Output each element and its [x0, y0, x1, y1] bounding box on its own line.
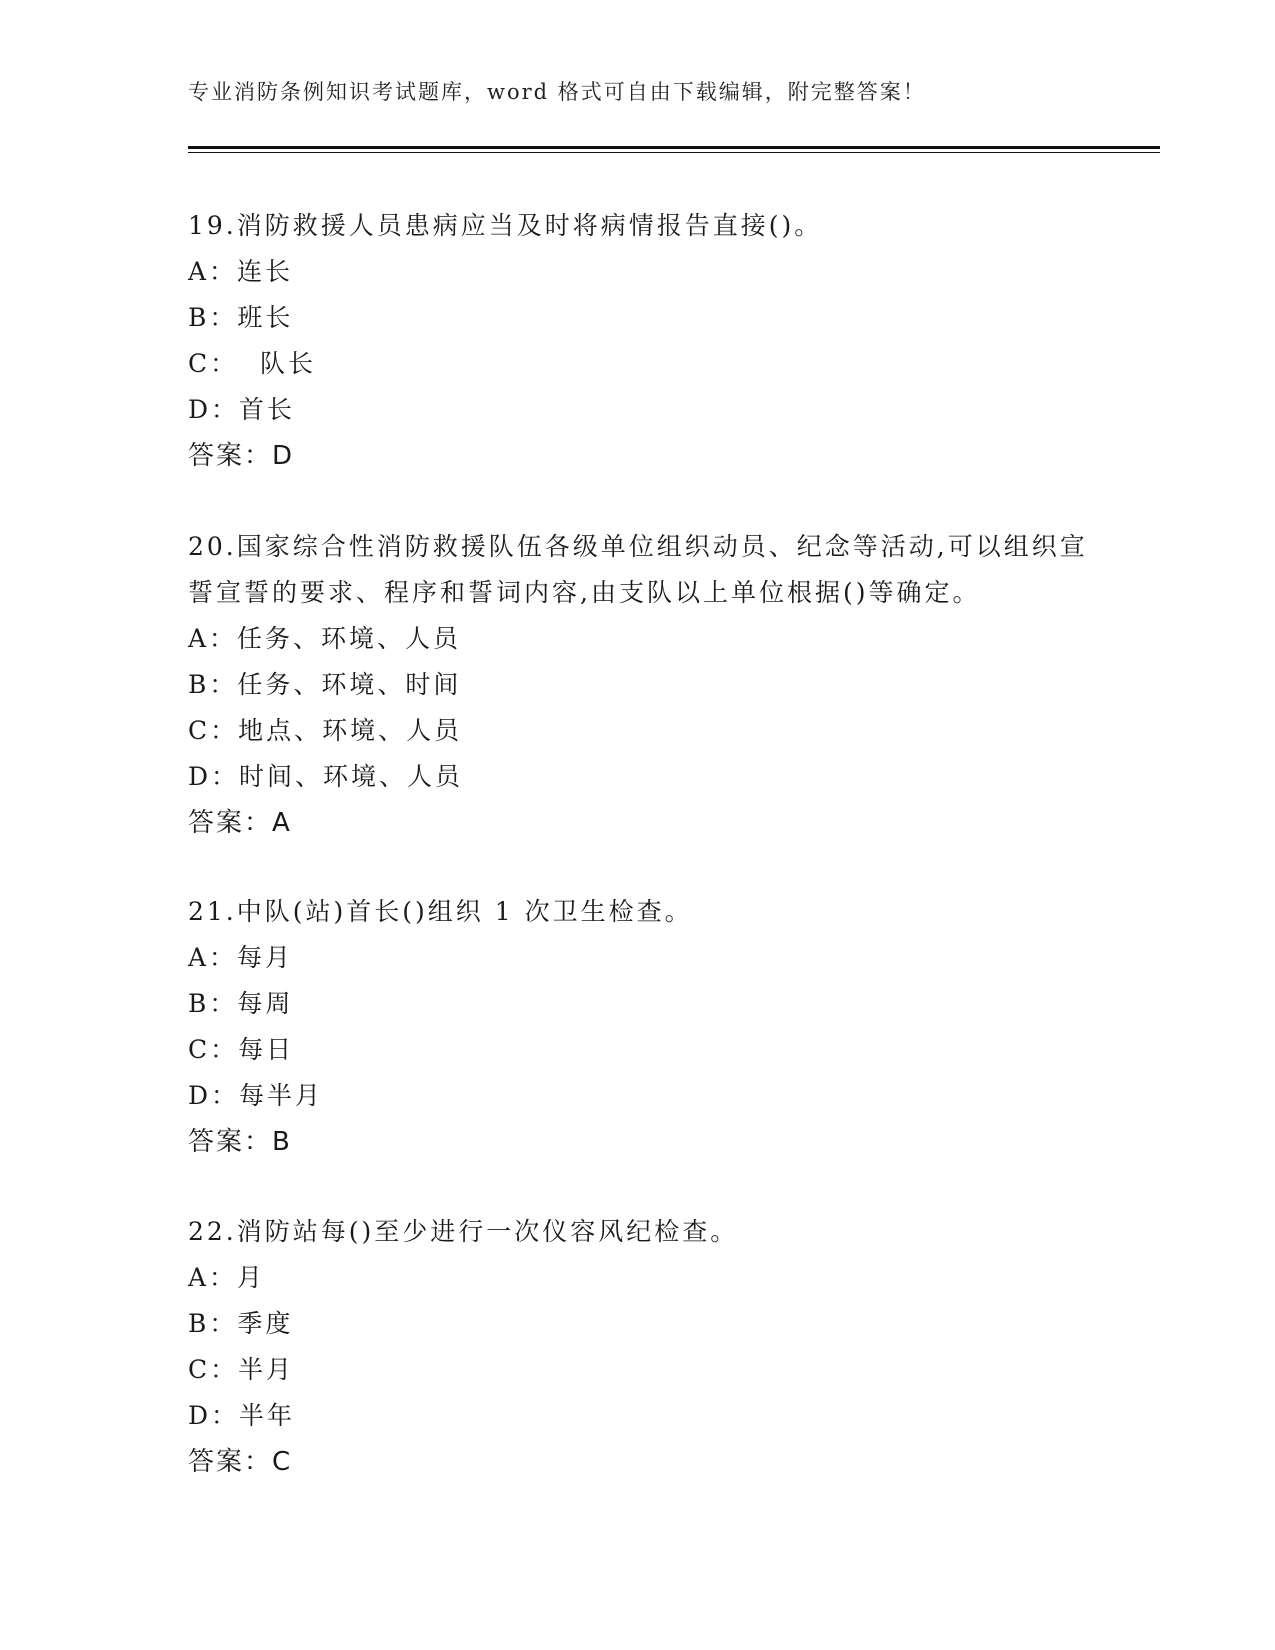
answer: 答案：A	[188, 808, 292, 838]
question-stem: 21.中队(站)首长()组织 1 次卫生检查。	[188, 897, 693, 926]
question-stem: 19.消防救援人员患病应当及时将病情报告直接()。	[188, 211, 823, 240]
option-b: B：班长	[188, 303, 294, 332]
option-d: D：时间、环境、人员	[188, 762, 464, 791]
question-21	[188, 889, 1088, 1165]
option-d: D：首长	[188, 395, 296, 424]
option-a: A：每月	[188, 943, 294, 972]
question-22	[188, 1209, 1088, 1485]
page-header: 专业消防条例知识考试题库，word 格式可自由下载编辑，附完整答案！	[188, 80, 926, 104]
option-c: C： 队长	[188, 349, 317, 378]
question-19	[188, 203, 1088, 479]
question-stem: 20.国家综合性消防救援队伍各级单位组织动员、纪念等活动,可以组织宣誓宣誓的要求、程序和誓词内容,由支队以上单位根据()等确定。	[188, 532, 1088, 607]
option-b: B：季度	[188, 1309, 294, 1338]
option-d: D：每半月	[188, 1081, 324, 1110]
question-stem: 22.消防站每()至少进行一次仪容风纪检查。	[188, 1217, 739, 1246]
option-a: A：月	[188, 1263, 266, 1292]
option-a: A：连长	[188, 257, 294, 286]
option-c: C：每日	[188, 1035, 295, 1064]
option-a: A：任务、环境、人员	[188, 624, 462, 653]
answer: 答案：D	[188, 441, 295, 471]
header-divider	[188, 146, 1160, 153]
option-b: B：每周	[188, 989, 294, 1018]
question-20	[188, 524, 1088, 846]
answer: 答案：C	[188, 1447, 293, 1477]
option-c: C：地点、环境、人员	[188, 716, 463, 745]
answer: 答案：B	[188, 1127, 292, 1157]
option-c: C：半月	[188, 1355, 295, 1384]
option-b: B：任务、环境、时间	[188, 670, 462, 699]
option-d: D：半年	[188, 1401, 296, 1430]
